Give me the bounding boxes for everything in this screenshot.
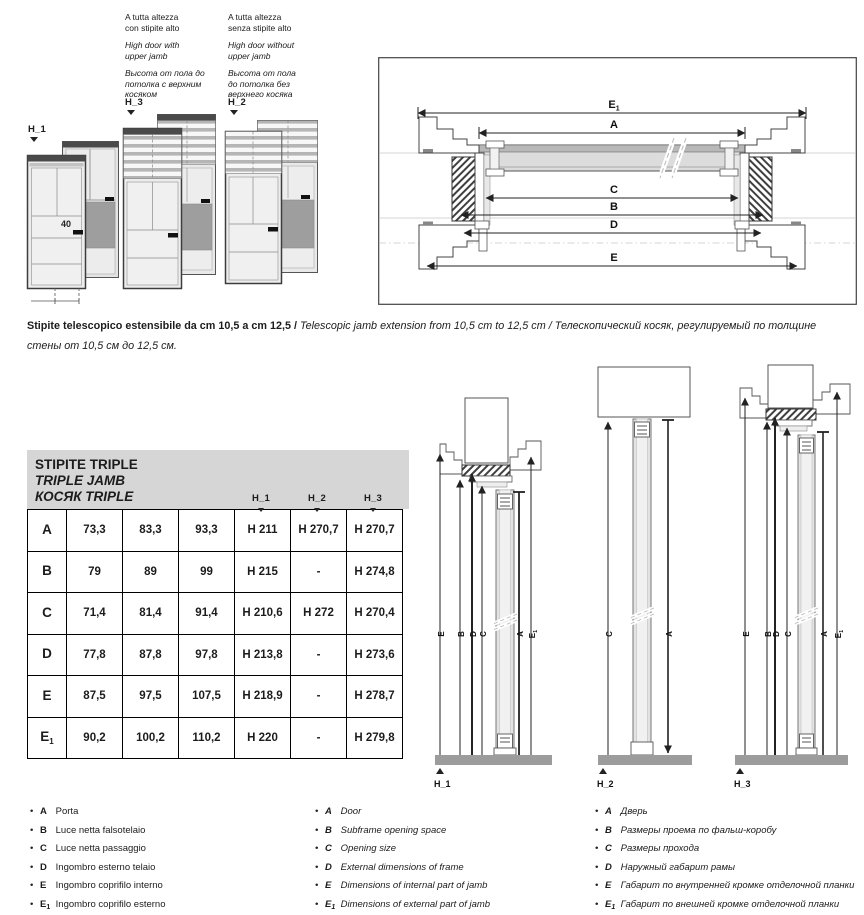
legend-item: • C Размеры прохода <box>595 841 854 860</box>
svg-text:E1: $E_1$ <box>528 630 539 638</box>
svg-text:E: E <box>742 631 751 637</box>
jamb-table-section <box>27 450 409 759</box>
note1-en-line2: upper jamb <box>125 51 168 61</box>
legend-item: • B Размеры проема по фальш-коробу <box>595 823 854 842</box>
legend-item: • A Porta <box>30 804 165 823</box>
door-width-dim-lines <box>31 288 79 304</box>
legend-item: • E Ingombro coprifilo interno <box>30 878 165 897</box>
diagram-label-h3: H_3 <box>734 779 751 789</box>
dimension-table <box>27 509 403 759</box>
legend-item: • $E_1$ Габарит по внешней кромке отделочной планки <box>595 897 854 915</box>
dimension-labels <box>437 630 539 638</box>
caption-sep2: / <box>546 320 555 332</box>
door-illustration-h1 <box>20 138 126 308</box>
table-row: $E_1$ 90,2 100,2 110,2 H 220 - H 279,8 <box>28 717 403 759</box>
wall-hatch <box>452 157 475 221</box>
dimension-labels <box>742 630 845 638</box>
legend-item: • C Luce netta passaggio <box>30 841 165 860</box>
table-col-header-h3: H_3 <box>345 488 401 512</box>
note-high-door-with-jamb <box>125 12 225 107</box>
floor-bar <box>435 755 552 765</box>
floor-bar <box>598 755 692 765</box>
arrow-down-icon <box>314 508 320 512</box>
legend-italian <box>30 804 165 915</box>
wall-hatch <box>766 409 816 420</box>
dim-label-b: B <box>610 201 618 213</box>
label-h1: H_1 <box>28 124 46 142</box>
arrow-down-icon <box>258 508 264 512</box>
table-row: B 79 89 99 H 215 - H 274,8 <box>28 551 403 593</box>
svg-text:E: E <box>437 631 446 637</box>
table-title-ru: КОСЯК TRIPLE <box>35 489 409 505</box>
note1-it-line2: con stipite alto <box>125 23 179 33</box>
note1-it-line1: A tutta altezza <box>125 12 178 22</box>
note-high-door-without-jamb <box>228 12 328 107</box>
vertical-section-h2 <box>585 362 705 795</box>
svg-text:B: B <box>457 631 466 637</box>
dim-label-c: C <box>610 184 618 196</box>
front-door <box>28 156 86 289</box>
dim-label-d: D <box>610 219 618 231</box>
diagram-label-h1: H_1 <box>434 779 451 789</box>
svg-text:B: B <box>764 631 773 637</box>
arrow-down-icon <box>370 508 376 512</box>
note1-en-line1: High door with <box>125 40 179 50</box>
legend-item: • A Door <box>315 804 490 823</box>
legend-english <box>315 804 490 915</box>
svg-text:C: C <box>605 631 614 637</box>
svg-text:D: D <box>772 631 781 637</box>
legend-item: • B Subframe opening space <box>315 823 490 842</box>
door-width-dimension: 40 <box>61 219 71 229</box>
legend-russian <box>595 804 854 915</box>
wall-hatch <box>462 465 510 476</box>
dim-label-e1: $E_1$ <box>608 99 619 113</box>
table-row: E 87,5 97,5 107,5 H 218,9 - H 278,7 <box>28 676 403 718</box>
table-title-en: TRIPLE JAMB <box>35 473 409 489</box>
front-door <box>226 132 282 284</box>
dim-label-e: E <box>610 252 617 264</box>
legend-item: • E Dimensions of internal part of jamb <box>315 878 490 897</box>
caption-it: Stipite telescopico estensibile da cm 10,5 a cm 12,5 <box>27 320 291 332</box>
table-col-header-h1: H_1 <box>233 488 289 512</box>
table-row: A 73,3 83,3 93,3 H 211 H 270,7 H 270,7 <box>28 510 403 552</box>
wall-block <box>768 365 813 408</box>
horizontal-cross-section-diagram <box>378 57 857 305</box>
svg-text:A: A <box>516 631 525 637</box>
note2-ru-line1: Высота от пола <box>228 68 296 78</box>
svg-text:A: A <box>820 631 829 637</box>
arrow-up-icon <box>436 768 444 774</box>
legend-item: • D Ingombro esterno telaio <box>30 860 165 879</box>
legend-item: • B Luce netta falsotelaio <box>30 823 165 842</box>
svg-text:A: A <box>665 631 674 637</box>
legend-item: • C Opening size <box>315 841 490 860</box>
note1-ru-line2: потолка с верхним <box>125 79 201 89</box>
wall-block <box>598 367 690 417</box>
diagram-label-h2: H_2 <box>597 779 614 789</box>
caption <box>27 316 851 356</box>
diagram-border <box>379 58 857 305</box>
caption-ru: Телескопический косяк, регулируемый по толщине стены от 10,5 см до 12,5 см. <box>27 320 816 352</box>
door-leaf <box>630 419 654 755</box>
door-illustration-h2 <box>223 112 329 308</box>
note2-ru-line2: до потолка без <box>228 79 290 89</box>
dimension-lines <box>745 392 837 755</box>
door-leaf <box>493 490 517 755</box>
wall-block <box>465 398 508 463</box>
vertical-section-h1 <box>420 362 570 795</box>
svg-text:C: C <box>784 631 793 637</box>
legend-item: • E Габарит по внутренней кромке отделочной планки <box>595 878 854 897</box>
svg-text:D: D <box>469 631 478 637</box>
note2-it-line2: senza stipite alto <box>228 23 291 33</box>
label-h2: H_2 <box>228 97 246 115</box>
note2-ru-line3: верхнего косяка <box>228 89 293 99</box>
label-h3: H_3 <box>125 97 143 115</box>
note1-ru-line3: косяком <box>125 89 157 99</box>
note2-it-line1: A tutta altezza <box>228 12 281 22</box>
note2-en-line1: High door without <box>228 40 294 50</box>
svg-text:C: C <box>479 631 488 637</box>
vertical-section-h3 <box>730 362 864 795</box>
note2-en-line2: upper jamb <box>228 51 271 61</box>
dim-label-a: A <box>610 119 618 131</box>
door-leaf <box>794 435 818 755</box>
svg-text:E1: $E_1$ <box>834 630 845 638</box>
floor-bar <box>735 755 848 765</box>
caption-sep1: / <box>291 320 300 332</box>
front-door <box>124 129 182 289</box>
legend-item: • $E_1$ Ingombro coprifilo esterno <box>30 897 165 915</box>
arrow-up-icon <box>599 768 607 774</box>
arrow-up-icon <box>736 768 744 774</box>
door-illustration-h3 <box>121 112 225 308</box>
table-title-it: STIPITE TRIPLE <box>35 457 409 473</box>
note1-ru-line1: Высота от пола до <box>125 68 205 78</box>
legend-item: • $E_1$ Dimensions of external part of jamb <box>315 897 490 915</box>
legend-item: • D External dimensions of frame <box>315 860 490 879</box>
legend-item: • A Дверь <box>595 804 854 823</box>
caption-en: Telescopic jamb extension from 10,5 cm to 12,5 cm <box>300 320 546 332</box>
legend-item: • D Наружный габарит рамы <box>595 860 854 879</box>
table-row: C 71,4 81,4 91,4 H 210,6 H 272 H 270,4 <box>28 593 403 635</box>
table-col-header-h2: H_2 <box>289 488 345 512</box>
dimension-lines <box>440 454 531 755</box>
table-row: D 77,8 87,8 97,8 H 213,8 - H 273,6 <box>28 634 403 676</box>
